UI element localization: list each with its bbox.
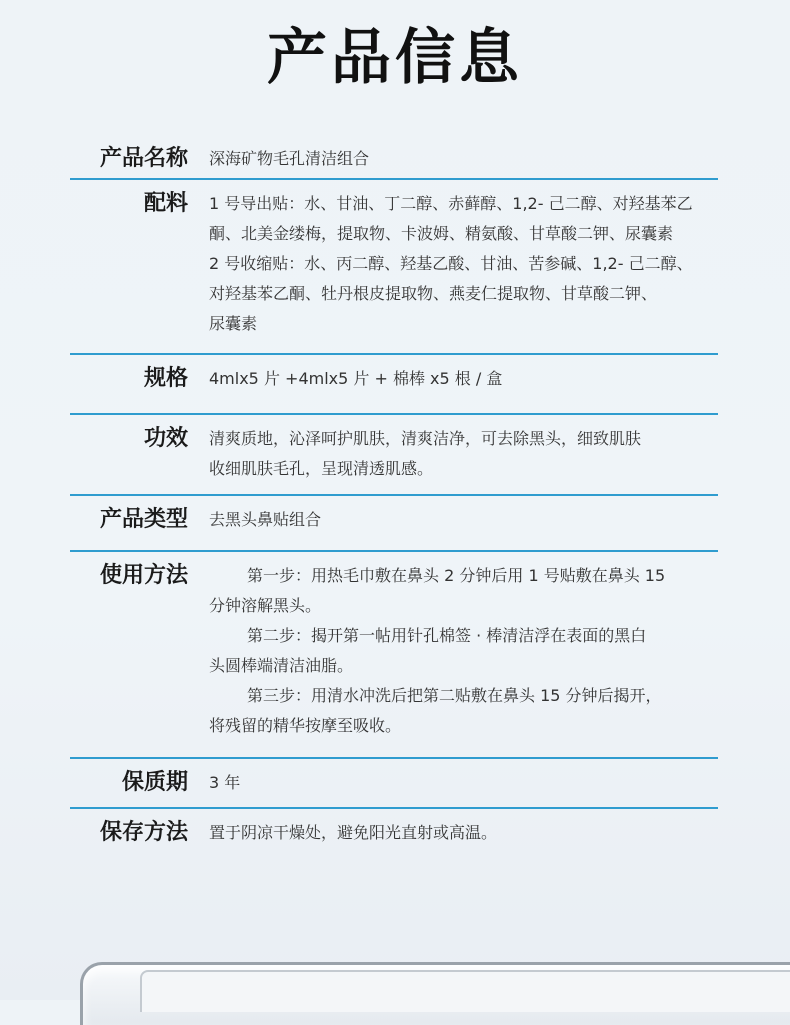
row-specification (70, 355, 718, 415)
row-label: 保存方法 (99, 820, 188, 845)
page-title: 产品信息 (267, 23, 523, 93)
value-line: 尿囊素 (209, 314, 258, 333)
row-label: 产品名称 (99, 146, 188, 171)
value-line: 去黑头鼻贴组合 (209, 510, 322, 529)
row-shelf-life (70, 759, 718, 809)
row-value (209, 355, 699, 413)
row-label: 功效 (143, 426, 188, 451)
product-package-inner (140, 970, 790, 1012)
value-line: 置于阴凉干燥处，避免阳光直射或高温。 (209, 823, 498, 842)
row-efficacy (70, 415, 718, 496)
value-line: 对羟基苯乙酮、牡丹根皮提取物、燕麦仁提取物、甘草酸二钾、 (209, 284, 658, 303)
row-label: 使用方法 (99, 563, 188, 588)
row-value (209, 135, 699, 178)
row-value (209, 552, 699, 757)
value-line: 1 号导出贴：水、甘油、丁二醇、赤藓醇、1,2- 己二醇、对羟基苯乙 (209, 194, 693, 213)
value-line: 深海矿物毛孔清洁组合 (209, 149, 370, 168)
value-line: 3 年 (209, 773, 241, 792)
value-line: 酮、北美金缕梅，提取物、卡波姆、精氨酸、甘草酸二钾、尿囊素 (209, 224, 674, 243)
row-label: 保质期 (121, 770, 188, 795)
row-value (209, 496, 699, 550)
row-ingredients (70, 180, 718, 355)
row-usage (70, 552, 718, 759)
usage-step-line: 第三步：用清水冲洗后把第二贴敷在鼻头 15 分钟后揭开， (247, 686, 662, 705)
usage-step-line: 分钟溶解黑头。 (209, 596, 322, 615)
usage-step-line: 第一步：用热毛巾敷在鼻头 2 分钟后用 1 号贴敷在鼻头 15 (247, 566, 666, 585)
usage-step-line: 将残留的精华按摩至吸收。 (209, 716, 402, 735)
value-line: 收细肌肤毛孔，呈现清透肌感。 (209, 459, 434, 478)
row-label: 产品类型 (99, 507, 188, 532)
usage-step-line: 第二步：揭开第一帖用针孔棉签 · 棒清洁浮在表面的黑白 (247, 626, 647, 645)
row-value (209, 415, 699, 494)
value-line: 4mlx5 片 +4mlx5 片 + 棉棒 x5 根 / 盒 (209, 369, 503, 388)
row-product-name (70, 135, 718, 180)
row-value (209, 809, 699, 869)
usage-step-line: 头圆棒端清洁油脂。 (209, 656, 354, 675)
row-product-type (70, 496, 718, 552)
row-value (209, 759, 699, 807)
row-label: 配料 (143, 191, 188, 216)
row-storage (70, 809, 718, 869)
row-value (209, 180, 699, 353)
value-line: 2 号收缩贴：水、丙二醇、羟基乙酸、甘油、苦参碱、1,2- 己二醇、 (209, 254, 693, 273)
product-info-table (70, 135, 718, 869)
value-line: 清爽质地，沁泽呵护肌肤，清爽洁净，可去除黑头，细致肌肤 (209, 429, 642, 448)
row-label: 规格 (143, 366, 188, 391)
